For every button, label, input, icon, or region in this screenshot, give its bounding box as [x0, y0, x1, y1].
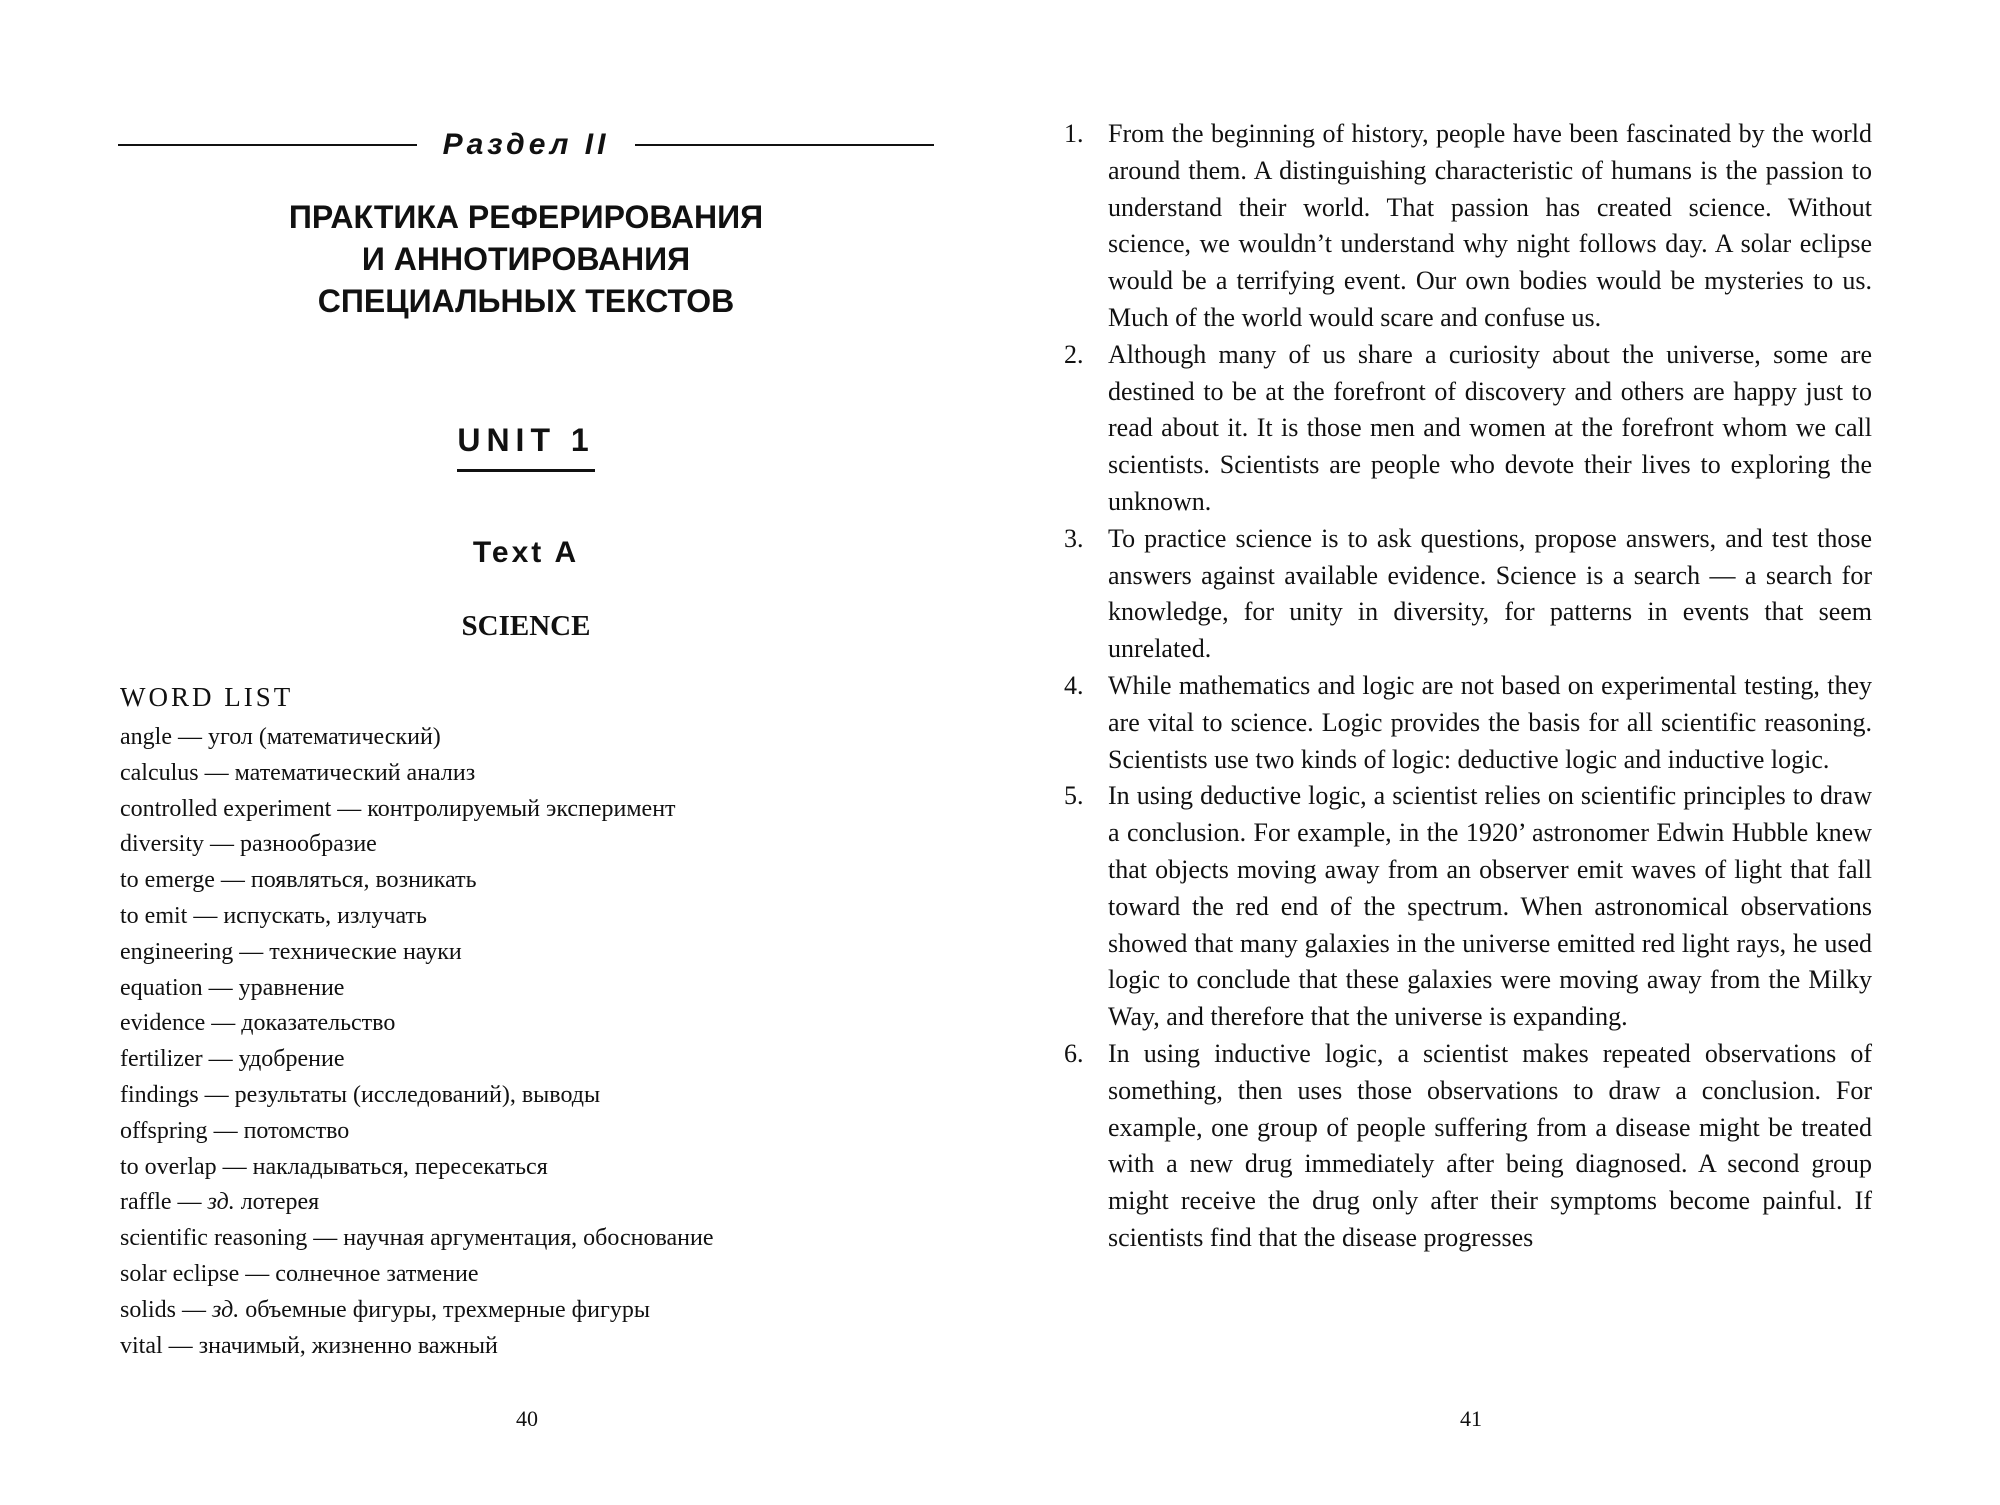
word-term: raffle — [120, 1189, 172, 1216]
word-translation: научная аргументация, обоснование — [343, 1225, 714, 1252]
word-term: engineering — [120, 938, 234, 965]
paragraph-text: From the beginning of history, people have been fascinated by the world around them. A distinguishing characteristic of humans is the passion to understand their world. That passion has created science. Without science, we wouldn’t understand why night follows day. A solar eclipse would be a terrifying event. Our own bodies would be mysteries to us. Much of the world would scare and confuse us. — [1108, 119, 1872, 332]
word-term: angle — [120, 724, 172, 750]
word-translation: потомство — [243, 1117, 350, 1144]
section-rule-right — [635, 144, 934, 146]
paragraph — [1064, 116, 1872, 337]
paragraph-text: In using deductive logic, a scientist relies on scientific principles to draw a conclusion. For example, in the 1920’ astronomer Edwin Hubble knew that objects moving away from an observer emit waves of light that fall toward the red end of the spectrum. When astronomical observations showed that many galaxies in the universe emitted red light rays, he used logic to conclude that these galaxies were moving away from the Milky Way, and therefore that the universe is expanding. — [1108, 781, 1872, 1032]
word-translation: появляться, возникать — [250, 867, 477, 894]
paragraph-number: 2. — [1064, 339, 1084, 369]
word-list-item: equation — уравнение — [120, 974, 345, 1001]
word-translation: лотерея — [240, 1189, 320, 1216]
word-list-item: solar eclipse — солнечное затмение — [120, 1260, 479, 1287]
paragraph-number: 3. — [1064, 523, 1084, 553]
text-label: Text A — [472, 536, 580, 569]
word-list-item: offspring — потомство — [120, 1117, 350, 1144]
paragraph — [1064, 1036, 1872, 1257]
unit-heading — [118, 422, 934, 472]
word-translation: объемные фигуры, трехмерные фигуры — [245, 1296, 650, 1323]
section-label: Раздел II — [442, 128, 610, 161]
paragraph-number: 6. — [1064, 1038, 1084, 1068]
word-translation: испускать, излучать — [223, 902, 427, 929]
word-note: зд. — [207, 1189, 235, 1216]
word-term: vital — [120, 1332, 163, 1359]
paragraph-number: 4. — [1064, 670, 1084, 700]
word-term: findings — [120, 1081, 199, 1108]
word-translation: разнообразие — [240, 831, 377, 858]
word-list — [120, 720, 960, 1364]
section-title-line: СПЕЦИАЛЬНЫХ ТЕКСТОВ — [317, 283, 735, 319]
word-term: diversity — [120, 831, 204, 858]
word-translation: уравнение — [238, 974, 345, 1001]
word-list-item: vital — значимый, жизненно важный — [120, 1332, 498, 1359]
word-term: to emerge — [120, 867, 215, 894]
word-list-item: to overlap — накладываться, пересекаться — [120, 1153, 548, 1180]
paragraph-text: In using inductive logic, a scientist makes repeated observations of something, then uses those observations to draw a conclusion. For example, one group of people suffering from a disease might be treated with a new drug immediately after being diagnosed. A second group might receive the drug only after their symptoms become painful. If scientists find that the disease progresses — [1108, 1038, 1872, 1252]
word-term: equation — [120, 974, 203, 1001]
section-title — [118, 196, 934, 322]
paragraph — [1064, 521, 1872, 668]
paragraph-number: 1. — [1064, 119, 1084, 148]
paragraph — [1064, 668, 1872, 778]
word-term: scientific reasoning — [120, 1225, 308, 1252]
paragraph-number: 5. — [1064, 781, 1084, 811]
word-term: fertilizer — [120, 1046, 203, 1073]
word-term: offspring — [120, 1117, 208, 1144]
word-note: зд. — [212, 1296, 240, 1323]
page-number: 41 — [1460, 1406, 1482, 1431]
word-list-item: controlled experiment — контролируемый эксперимент — [120, 795, 676, 822]
paragraph-text: While mathematics and logic are not based on experimental testing, they are vital to science. Logic provides the basis for all scientific reasoning. Scientists use two kinds of logic: deductive logic and inductive logic. — [1108, 670, 1872, 774]
word-term: controlled experiment — [120, 795, 332, 822]
word-term: to emit — [120, 902, 188, 929]
word-list-item: calculus — математический анализ — [120, 759, 476, 786]
word-list-item: fertilizer — удобрение — [120, 1046, 345, 1073]
paragraph-text: Although many of us share a curiosity about the universe, some are destined to be at the forefront of discovery and others are happy just to read about it. It is those men and women at the forefront whom we call scientists. Scientists are people who devote their lives to exploring the unknown. — [1108, 339, 1872, 516]
word-term: solids — [120, 1296, 177, 1323]
word-translation: результаты (исследований), выводы — [234, 1081, 601, 1108]
word-list-item: angle — угол (математический) — [120, 724, 441, 750]
word-list-item: solids — зд. объемные фигуры, трехмерные фигуры — [120, 1296, 650, 1323]
section-rule-left — [118, 144, 417, 146]
word-translation: удобрение — [238, 1046, 345, 1073]
word-term: calculus — [120, 759, 199, 786]
text-title: SCIENCE — [461, 610, 591, 642]
word-translation: значимый, жизненно важный — [198, 1332, 498, 1359]
word-list-item: raffle — зд. лотерея — [120, 1189, 320, 1216]
unit-label: UNIT 1 — [457, 422, 594, 472]
right-page — [1000, 0, 2000, 1505]
word-list-item: diversity — разнообразие — [120, 831, 377, 858]
paragraph — [1064, 778, 1872, 1036]
word-translation: математический анализ — [234, 759, 476, 786]
word-translation: накладываться, пересекаться — [252, 1153, 548, 1180]
section-title-line: И АННОТИРОВАНИЯ — [361, 241, 691, 277]
word-list-item: engineering — технические науки — [120, 938, 462, 965]
word-list-item: to emit — испускать, излучать — [120, 902, 427, 929]
word-list-item: findings — результаты (исследований), выводы — [120, 1081, 601, 1108]
word-translation: солнечное затмение — [275, 1260, 479, 1287]
word-list-heading: WORD LIST — [120, 682, 294, 712]
word-term: evidence — [120, 1010, 206, 1037]
word-translation: контролируемый эксперимент — [367, 795, 676, 822]
word-term: solar eclipse — [120, 1260, 240, 1287]
section-title-line: ПРАКТИКА РЕФЕРИРОВАНИЯ — [288, 199, 764, 235]
word-list-item: evidence — доказательство — [120, 1010, 396, 1037]
word-list-item: scientific reasoning — научная аргументация, обоснование — [120, 1225, 714, 1252]
word-term: to overlap — [120, 1153, 217, 1180]
section-header — [118, 120, 934, 170]
paragraph — [1064, 337, 1872, 521]
paragraph-text: To practice science is to ask questions, propose answers, and test those answers against available evidence. Science is a search — a search for knowledge, for unity in diversity, for patterns in events that seem unrelated. — [1108, 523, 1872, 664]
paragraph-list — [1064, 116, 1872, 1257]
page-number: 40 — [516, 1406, 538, 1431]
word-translation: угол (математический) — [207, 724, 441, 750]
word-translation: доказательство — [241, 1010, 396, 1037]
word-list-item: to emerge — появляться, возникать — [120, 867, 477, 894]
word-translation: технические науки — [269, 938, 462, 965]
